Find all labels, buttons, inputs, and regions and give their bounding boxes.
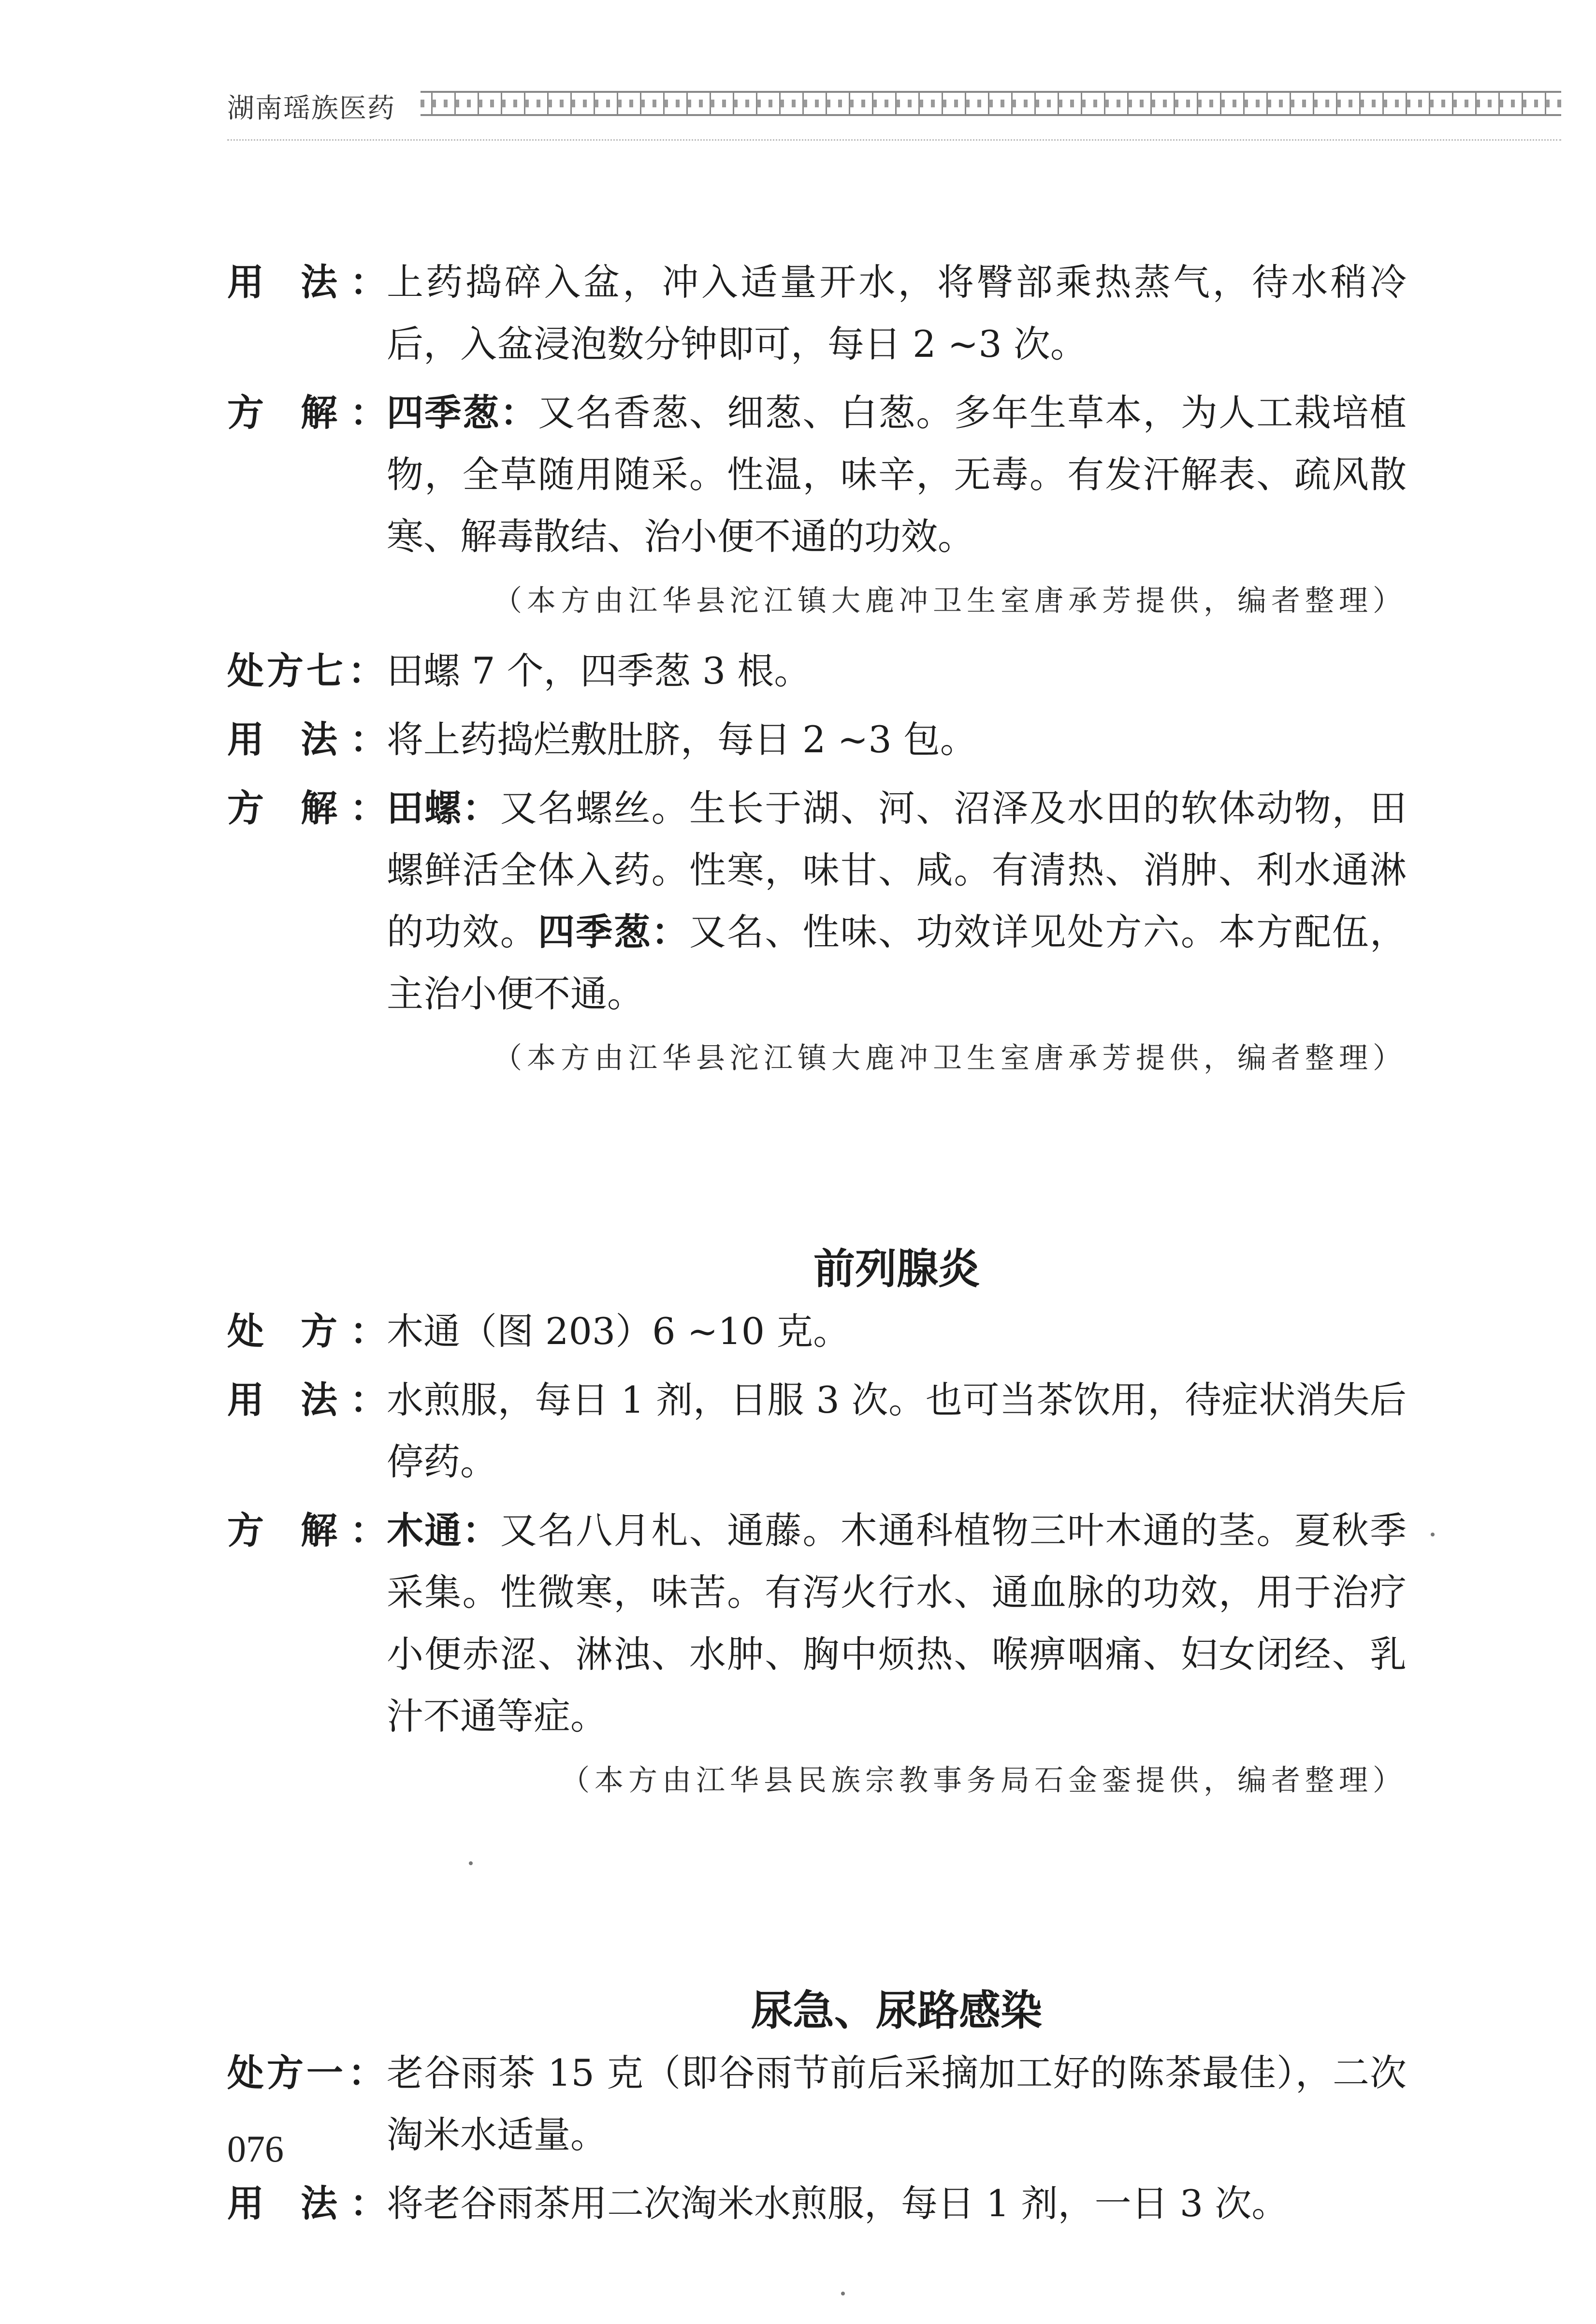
page-number: 076 (227, 2128, 284, 2170)
scan-speck (841, 2292, 845, 2295)
entry-label: 方 解 ： (227, 787, 387, 830)
entry-prescription-1 (227, 2042, 1407, 2166)
header-rule (227, 139, 1561, 141)
entry-usage (227, 709, 1407, 771)
entry-label: 用 法 ： (227, 261, 387, 304)
entry-label: 用 法 ： (227, 718, 387, 761)
entry-explanation (227, 1500, 1407, 1747)
running-header (227, 82, 1561, 150)
entry-text: 水煎服，每日 1 剂，日服 3 次。也可当茶饮用，待症状消失后停药。 (387, 1378, 1407, 1483)
entry-prescription (227, 1301, 1407, 1362)
entry-text: 将老谷雨茶用二次淘米水煎服，每日 1 剂，一日 3 次。 (387, 2182, 1289, 2225)
entry-text: 木通（图 203）6 ~10 克。 (387, 1310, 850, 1353)
entry-text: 四季葱：又名香葱、细葱、白葱。多年生草本，为人工栽培植物，全草随用随采。性温，味辛，无毒。有发汗解表、疏风散寒、解毒散结、治小便不通的功效。 (387, 391, 1407, 558)
section-title: 前列腺炎 (813, 1245, 980, 1293)
scan-speck (1431, 1533, 1435, 1536)
source-note: （本方由江华县沱江镇大鹿冲卫生室唐承芳提供，编者整理） (493, 584, 1407, 618)
entry-text: 老谷雨茶 15 克（即谷雨节前后采摘加工好的陈茶最佳），二次淘米水适量。 (387, 2051, 1407, 2156)
scan-speck (469, 1861, 473, 1865)
source-note: （本方由江华县沱江镇大鹿冲卫生室唐承芳提供，编者整理） (493, 1041, 1407, 1075)
entry-label: 用 法 ： (227, 1378, 387, 1421)
entry-usage (227, 251, 1407, 375)
page-body (227, 251, 1407, 2241)
entry-label: 处方一 ： (227, 2051, 388, 2094)
decorative-border (421, 91, 1561, 116)
entry-prescription-7 (227, 640, 1407, 702)
entry-usage (227, 2173, 1407, 2235)
entry-text: 上药捣碎入盆，冲入适量开水，将臀部乘热蒸气，待水稍冷后，入盆浸泡数分钟即可，每日 2 ~3 次。 (387, 261, 1407, 365)
section-title: 尿急、尿路感染 (751, 1987, 1042, 2035)
entry-label: 处方七 ： (227, 649, 388, 692)
entry-label: 方 解 ： (227, 391, 387, 434)
entry-label: 方 解 ： (227, 1509, 387, 1552)
source-note: （本方由江华县民族宗教事务局石金銮提供，编者整理） (561, 1764, 1407, 1798)
entry-text: 将上药捣烂敷肚脐，每日 2 ~3 包。 (387, 718, 977, 761)
entry-label: 处 方 ： (227, 1310, 387, 1353)
entry-text: 田螺：又名螺丝。生长于湖、河、沼泽及水田的软体动物，田螺鲜活全体入药。性寒，味甘、咸。有清热、消肿、利水通淋的功效。四季葱：又名、性味、功效详见处方六。本方配伍，主治小便不通。 (387, 787, 1407, 1015)
book-title: 湖南瑶族医药 (227, 93, 395, 124)
entry-text: 木通：又名八月札、通藤。木通科植物三叶木通的茎。夏秋季采集。性微寒，味苦。有泻火行水、通血脉的功效，用于治疗小便赤涩、淋浊、水肿、胸中烦热、喉痹咽痛、妇女闭经、乳汁不通等症。 (387, 1509, 1407, 1738)
entry-explanation (227, 382, 1407, 568)
entry-label: 用 法 ： (227, 2182, 387, 2225)
entry-text: 田螺 7 个，四季葱 3 根。 (387, 649, 811, 692)
entry-usage (227, 1369, 1407, 1493)
entry-explanation (227, 777, 1407, 1025)
